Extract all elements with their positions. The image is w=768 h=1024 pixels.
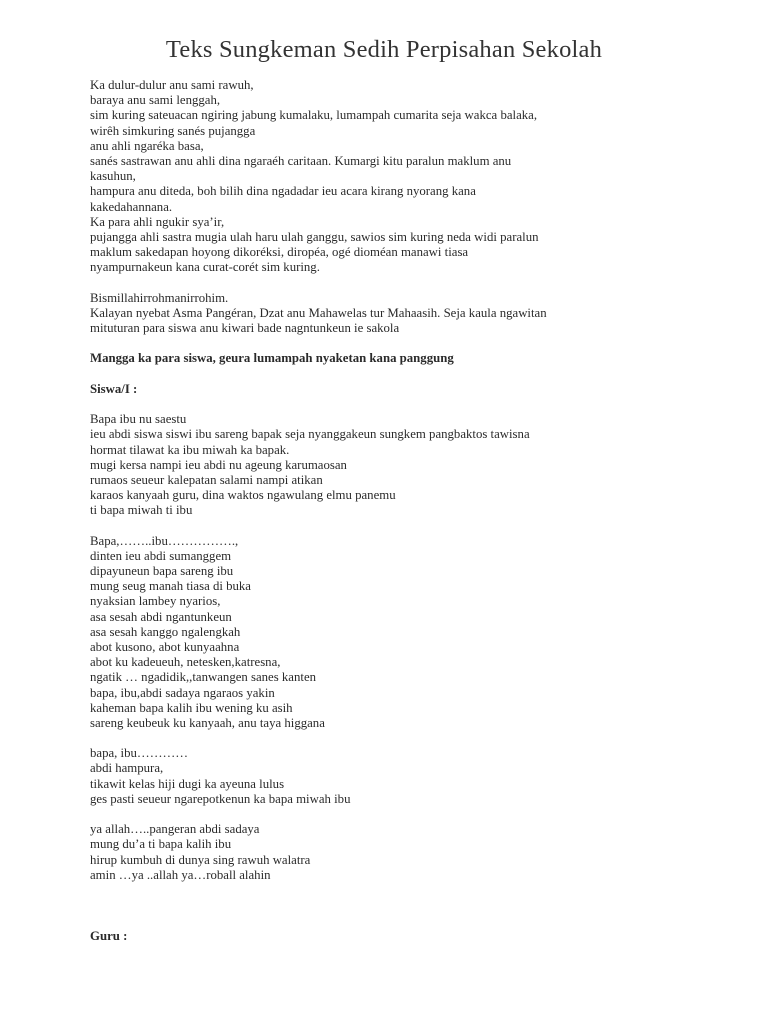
intro-line: sim kuring sateuacan ngiring jabung kumalaku, lumampah cumarita seja wakca balaka, — [90, 108, 538, 123]
intro-line: kakedahannana. — [90, 199, 173, 214]
stanza-line: abdi hampura, — [90, 761, 164, 776]
stanza-2 — [90, 534, 690, 731]
stanza-line: ya allah…..pangeran abdi sadaya — [90, 822, 260, 837]
stanza-line: asa sesah kanggo ngalengkah — [90, 624, 241, 639]
intro-line: pujangga ahli sastra mugia ulah haru ulah ganggu, sawios sim kuring neda widi paralun — [90, 229, 539, 244]
stanza-3 — [90, 746, 690, 807]
stanza-line: bapa, ibu………… — [90, 746, 189, 761]
stanza-line: kaheman bapa kalih ibu wening ku asih — [90, 700, 293, 715]
stanza-line: ngatik … ngadidik,,tanwangen sanes kanten — [90, 670, 317, 685]
siswa-heading: Siswa/I : — [90, 381, 138, 396]
stanza-line: abot kusono, abot kunyaahna — [90, 639, 240, 654]
intro-line: anu ahli ngaréka basa, — [90, 138, 204, 153]
stanza-line: dinten ieu abdi sumanggem — [90, 548, 232, 563]
opening-line: Bismillahirrohmanirrohim. — [90, 290, 229, 305]
intro-paragraph — [90, 78, 690, 275]
intro-line: hampura anu diteda, boh bilih dina ngadadar ieu acara kirang nyorang kana — [90, 184, 476, 199]
stanza-line: hirup kumbuh di dunya sing rawuh walatra — [90, 852, 311, 867]
stanza-line: bapa, ibu,abdi sadaya ngaraos yakin — [90, 685, 275, 700]
stanza-line: nyaksian lambey nyarios, — [90, 594, 221, 609]
stanza-line: ieu abdi siswa siswi ibu sareng bapak seja nyanggakeun sungkem pangbaktos tawisna — [90, 427, 530, 442]
document-title: Teks Sungkeman Sedih Perpisahan Sekolah — [165, 36, 603, 63]
stanza-line: asa sesah abdi ngantunkeun — [90, 609, 232, 624]
stanza-line: mugi kersa nampi ieu abdi nu ageung karumaosan — [90, 457, 347, 472]
stanza-line: amin …ya ..allah ya…roball alahin — [90, 867, 271, 882]
stanza-line: Bapa,……..ibu……………., — [90, 533, 239, 548]
intro-line: nyampurnakeun kana curat-corét sim kuring. — [90, 260, 320, 275]
opening-paragraph — [90, 291, 690, 337]
stanza-line: sareng keubeuk ku kanyaah, anu taya higgana — [90, 715, 325, 730]
intro-line: maklum sakedapan hoyong dikoréksi, diropéa, ogé dioméan manawi tiasa — [90, 245, 469, 260]
stanza-line: Bapa ibu nu saestu — [90, 412, 187, 427]
intro-line: sanés sastrawan anu ahli dina ngaraéh caritaan. Kumargi kitu paralun maklum anu — [90, 153, 512, 168]
stanza-line: dipayuneun bapa sareng ibu — [90, 564, 234, 578]
instruction-line: Mangga ka para siswa, geura lumampah nyaketan kana panggung — [90, 351, 454, 366]
stanza-line: ges pasti seueur ngarepotkenun ka bapa miwah ibu — [90, 791, 351, 806]
intro-line: wirêh simkuring sanés pujangga — [90, 123, 256, 138]
stanza-line: mung du’a ti bapa kalih ibu — [90, 837, 232, 852]
intro-line: kasuhun, — [90, 169, 136, 184]
stanza-line: karaos kanyaah guru, dina waktos ngawulang elmu panemu — [90, 488, 396, 503]
stanza-line: abot ku kadeueuh, netesken,katresna, — [90, 655, 281, 670]
intro-line: Ka dulur-dulur anu sami rawuh, — [90, 78, 254, 92]
guru-heading: Guru : — [90, 928, 128, 943]
stanza-1 — [90, 412, 690, 518]
opening-line: Kalayan nyebat Asma Pangéran, Dzat anu Mahawelas tur Mahaasih. Seja kaula ngawitan — [90, 305, 547, 320]
stanza-4 — [90, 822, 690, 883]
stanza-line: mung seug manah tiasa di buka — [90, 579, 251, 594]
stanza-line: ti bapa miwah ti ibu — [90, 503, 193, 518]
stanza-line: hormat tilawat ka ibu miwah ka bapak. — [90, 442, 290, 457]
intro-line: baraya anu sami lenggah, — [90, 93, 221, 108]
document-body — [90, 78, 690, 944]
intro-line: Ka para ahli ngukir sya’ir, — [90, 214, 225, 229]
opening-line: mituturan para siswa anu kiwari bade nagntunkeun ie sakola — [90, 321, 400, 335]
stanza-line: tikawit kelas hiji dugi ka ayeuna lulus — [90, 776, 285, 791]
stanza-line: rumaos seueur kalepatan salami nampi atikan — [90, 472, 323, 487]
